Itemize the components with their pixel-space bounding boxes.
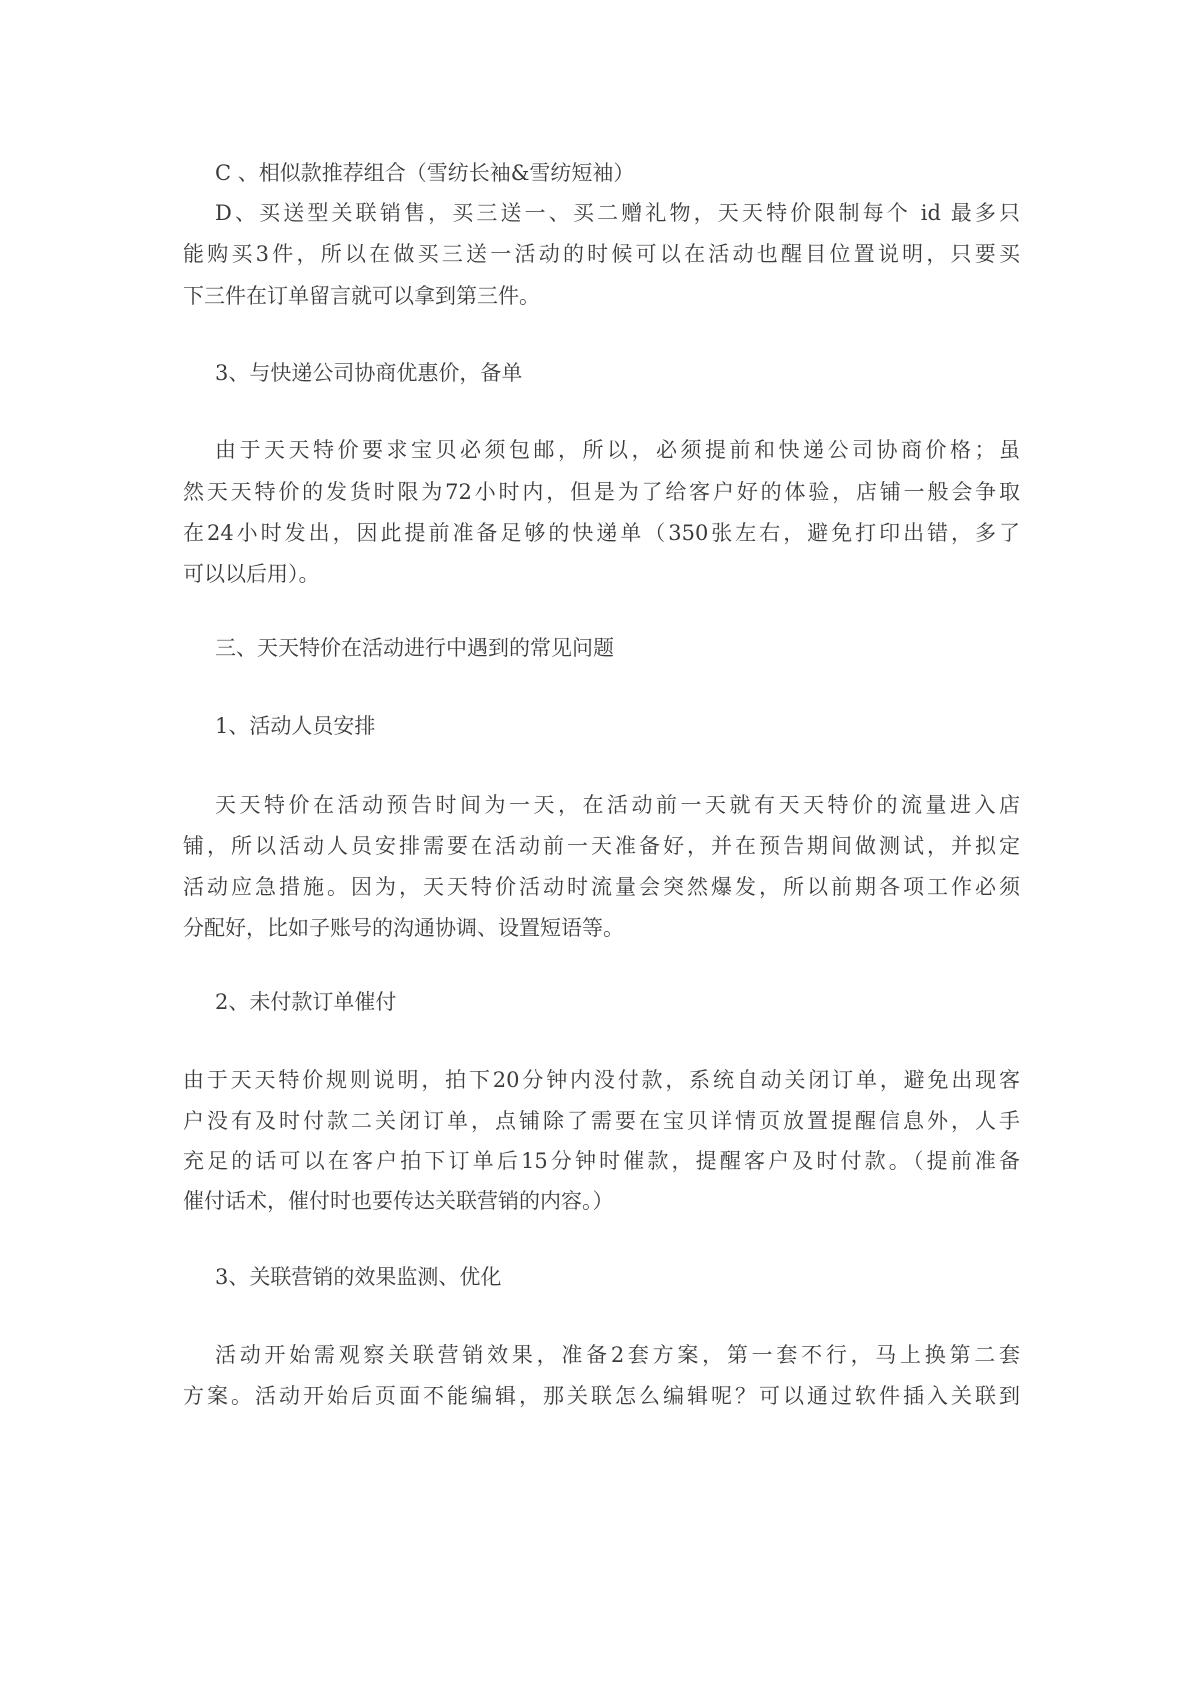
paragraph-line: 由于天天特价要求宝贝必须包邮，所以，必须提前和快递公司协商价格；虽	[215, 438, 1020, 462]
list-item-d-line: D、买送型关联销售，买三送一、买二赠礼物，天天特价限制每个 id 最多只	[215, 201, 1020, 225]
subheading-monitor: 3、关联营销的效果监测、优化	[215, 1265, 502, 1289]
subheading-unpaid: 2、未付款订单催付	[215, 990, 397, 1014]
subheading-express: 3、与快递公司协商优惠价，备单	[215, 361, 523, 385]
paragraph-line: 催付话术，催付时也要传达关联营销的内容。）	[183, 1189, 614, 1213]
paragraph-line: 活动开始需观察关联营销效果，准备2套方案，第一套不行，马上换第二套	[215, 1343, 1020, 1367]
paragraph-line: 由于天天特价规则说明，拍下20分钟内没付款，系统自动关闭订单，避免出现客	[183, 1068, 1020, 1092]
subheading-staff: 1、活动人员安排	[215, 714, 376, 738]
paragraph-line: 方案。活动开始后页面不能编辑，那关联怎么编辑呢？可以通过软件插入关联到	[183, 1384, 1020, 1408]
paragraph-line: 天天特价在活动预告时间为一天，在活动前一天就有天天特价的流量进入店	[215, 793, 1020, 817]
paragraph-line: 然天天特价的发货时限为72小时内，但是为了给客户好的体验，店铺一般会争取	[183, 480, 1020, 504]
section-heading: 三、天天特价在活动进行中遇到的常见问题	[215, 636, 614, 660]
paragraph-line: 活动应急措施。因为，天天特价活动时流量会突然爆发，所以前期各项工作必须	[183, 875, 1020, 899]
paragraph-line: 在24小时发出，因此提前准备足够的快递单（350张左右，避免打印出错，多了	[183, 521, 1020, 545]
paragraph-line: 分配好，比如子账号的沟通协调、设置短语等。	[183, 916, 624, 940]
paragraph-line: 可以以后用）。	[183, 562, 320, 586]
paragraph-line: 户没有及时付款二关闭订单，点铺除了需要在宝贝详情页放置提醒信息外，人手	[183, 1109, 1020, 1133]
paragraph-line: 充足的话可以在客户拍下订单后15分钟时催款，提醒客户及时付款。（提前准备	[183, 1149, 1020, 1173]
paragraph-line: 铺，所以活动人员安排需要在活动前一天准备好，并在预告期间做测试，并拟定	[183, 834, 1020, 858]
list-item-d-line: 下三件在订单留言就可以拿到第三件。	[183, 284, 540, 308]
list-item-c: C 、相似款推荐组合（雪纺长袖&雪纺短袖）	[215, 161, 635, 185]
list-item-d-line: 能购买3件，所以在做买三送一活动的时候可以在活动也醒目位置说明，只要买	[183, 242, 1020, 266]
